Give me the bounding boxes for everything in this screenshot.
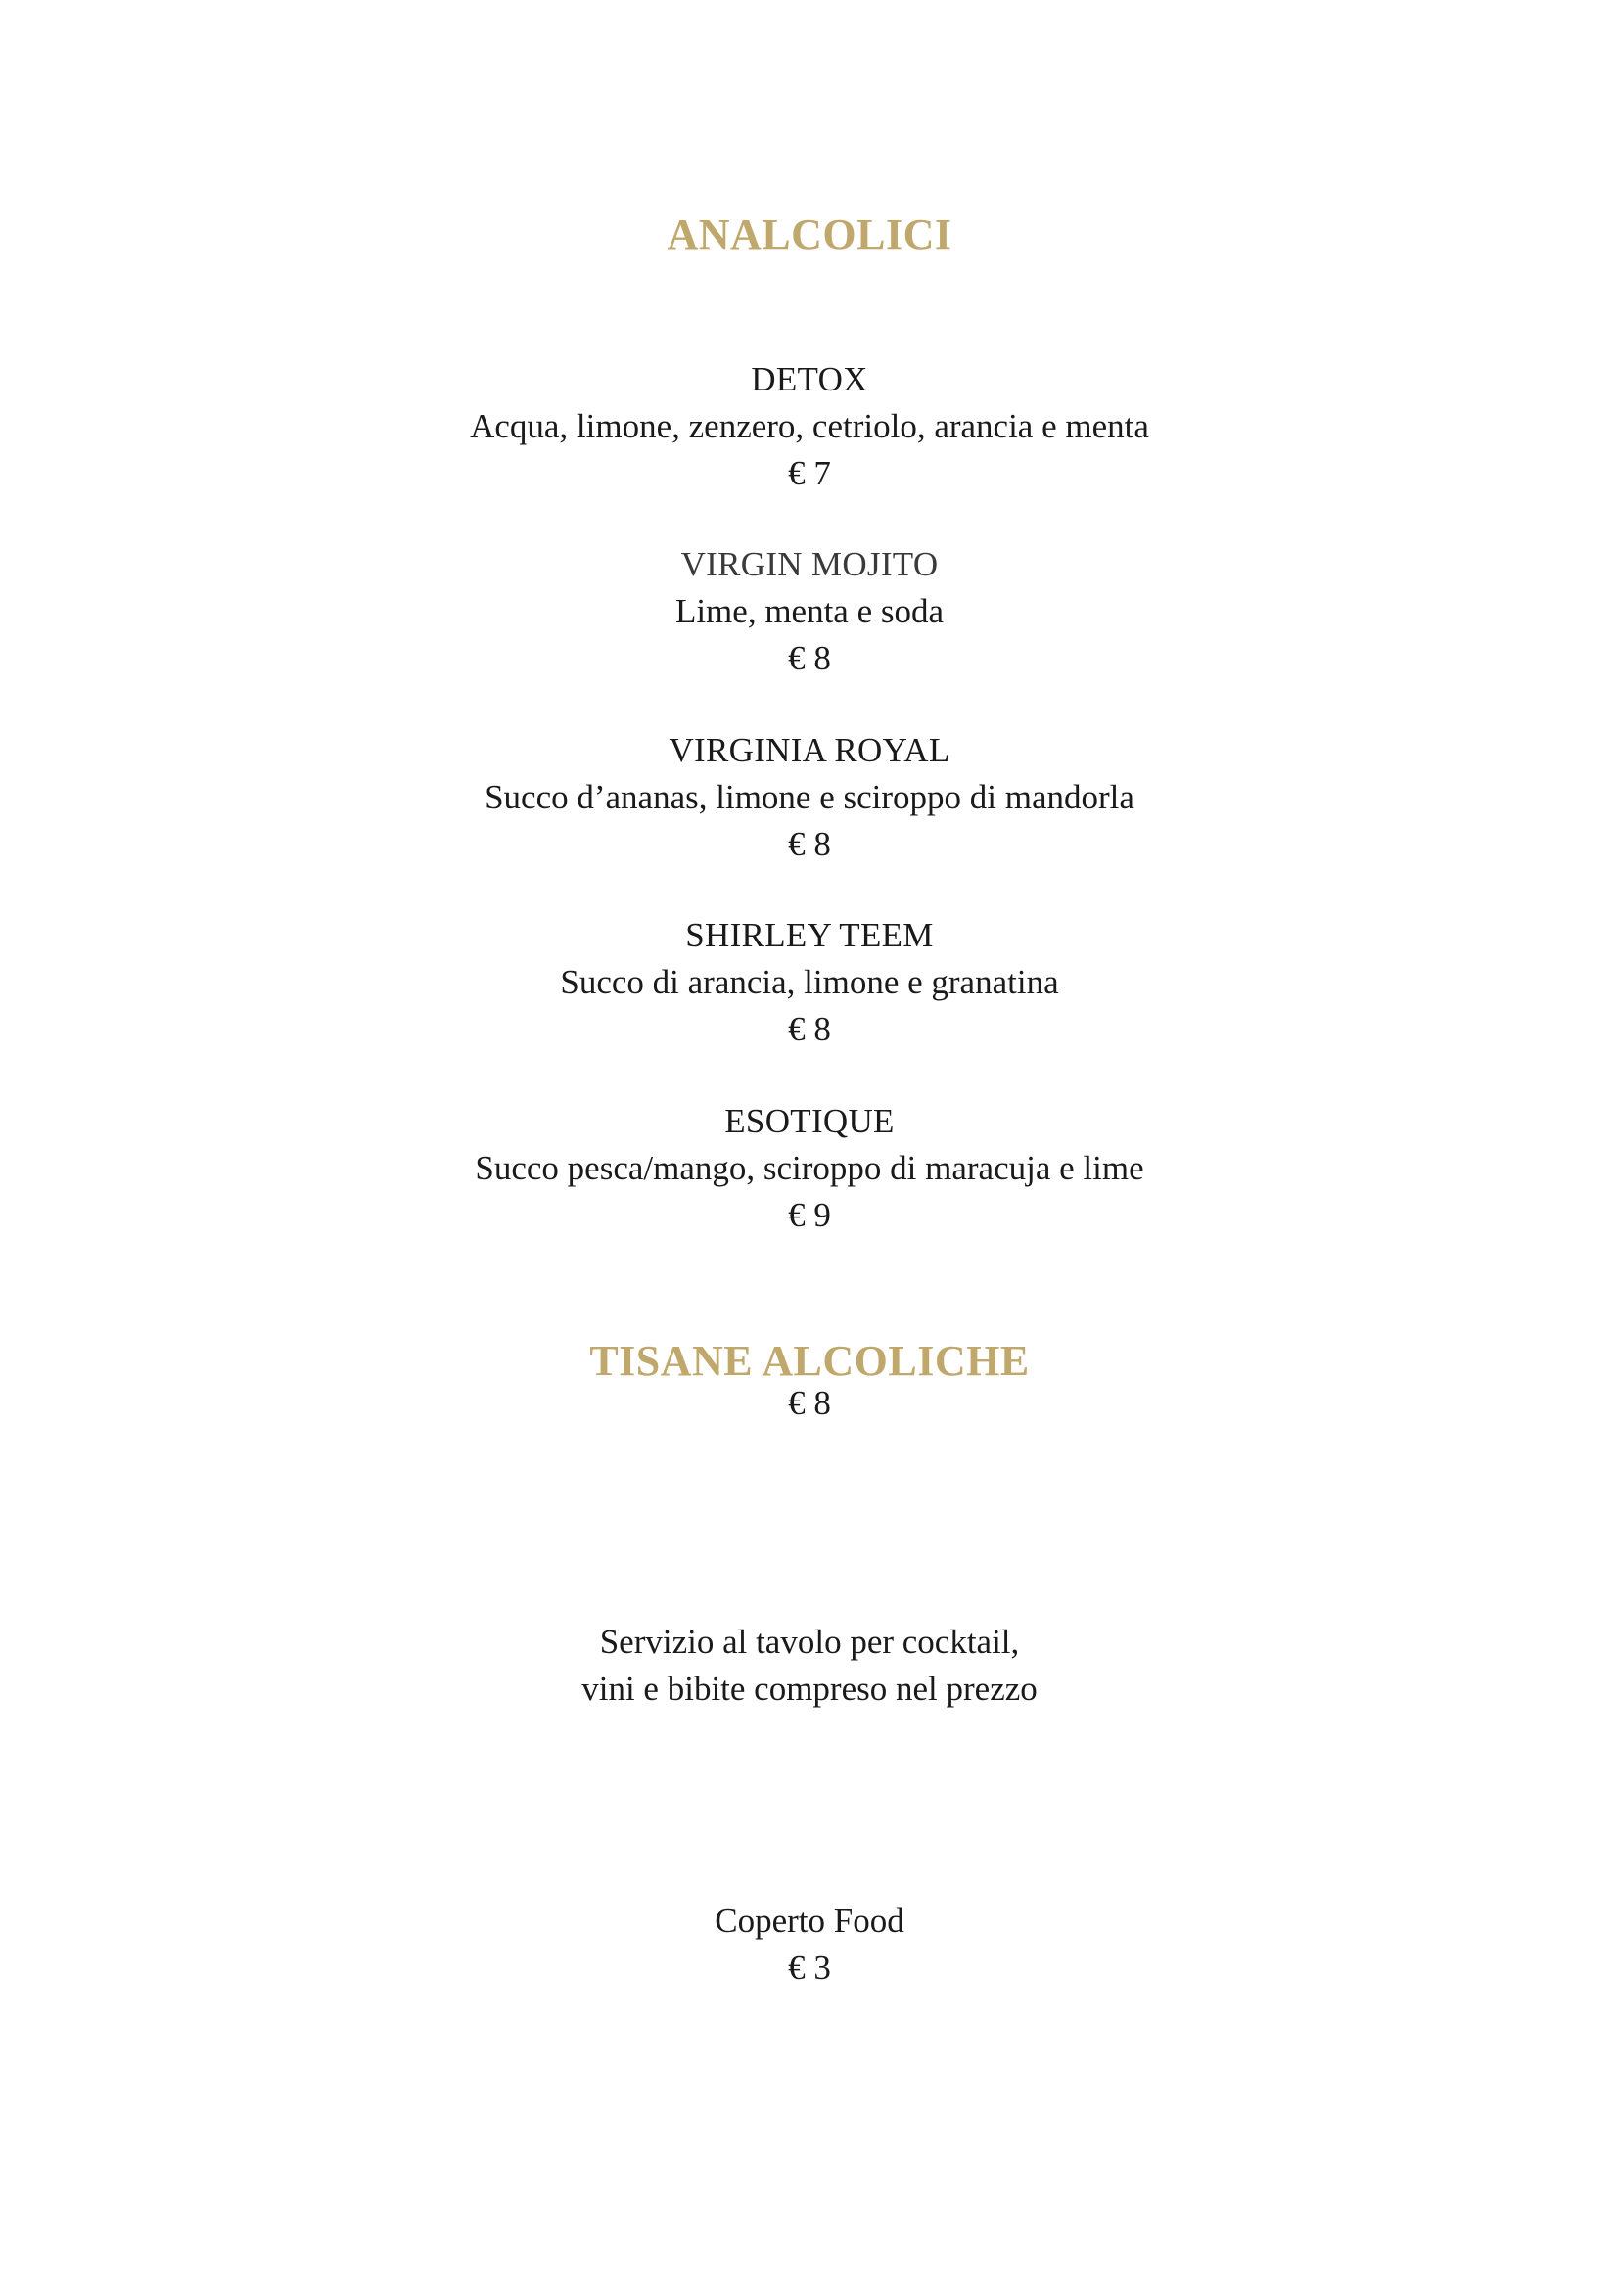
item-description: Succo di arancia, limone e granatina — [560, 963, 1059, 1001]
item-price: € 7 — [788, 454, 831, 492]
service-note — [0, 1619, 1619, 1713]
item-name: VIRGINIA ROYAL — [669, 731, 950, 769]
item-description: Succo pesca/mango, sciroppo di maracuja e lime — [475, 1149, 1144, 1187]
service-note-line-2: vini e bibite compreso nel prezzo — [581, 1670, 1038, 1708]
tisane-price: € 8 — [788, 1384, 831, 1422]
section-title-analcolici: ANALCOLICI — [667, 210, 952, 258]
item-name: DETOX — [751, 360, 868, 398]
service-note-line-1: Servizio al tavolo per cocktail, — [599, 1623, 1020, 1661]
menu-item-virginia-royal — [0, 727, 1619, 868]
item-description: Acqua, limone, zenzero, cetriolo, arancia e menta — [470, 407, 1149, 445]
menu-item-detox — [0, 356, 1619, 497]
cover-charge — [0, 1898, 1619, 1992]
item-description: Succo d’ananas, limone e sciroppo di mandorla — [485, 778, 1134, 816]
item-price: € 8 — [788, 825, 831, 863]
section-tisane-alcoliche — [0, 1337, 1619, 1427]
section-analcolici — [0, 210, 1619, 259]
item-price: € 9 — [788, 1196, 831, 1234]
item-name: ESOTIQUE — [724, 1102, 895, 1140]
item-price: € 8 — [788, 639, 831, 677]
item-name: VIRGIN MOJITO — [680, 545, 939, 583]
item-description: Lime, menta e soda — [674, 592, 945, 630]
section-title-tisane: TISANE ALCOLICHE — [589, 1337, 1030, 1385]
cover-charge-price: € 3 — [788, 1949, 831, 1987]
menu-item-virgin-mojito — [0, 541, 1619, 682]
menu-item-esotique — [0, 1098, 1619, 1239]
menu-item-shirley-teem — [0, 912, 1619, 1053]
item-name: SHIRLEY TEEM — [685, 916, 934, 954]
item-price: € 8 — [788, 1010, 831, 1048]
cover-charge-label: Coperto Food — [715, 1902, 904, 1940]
